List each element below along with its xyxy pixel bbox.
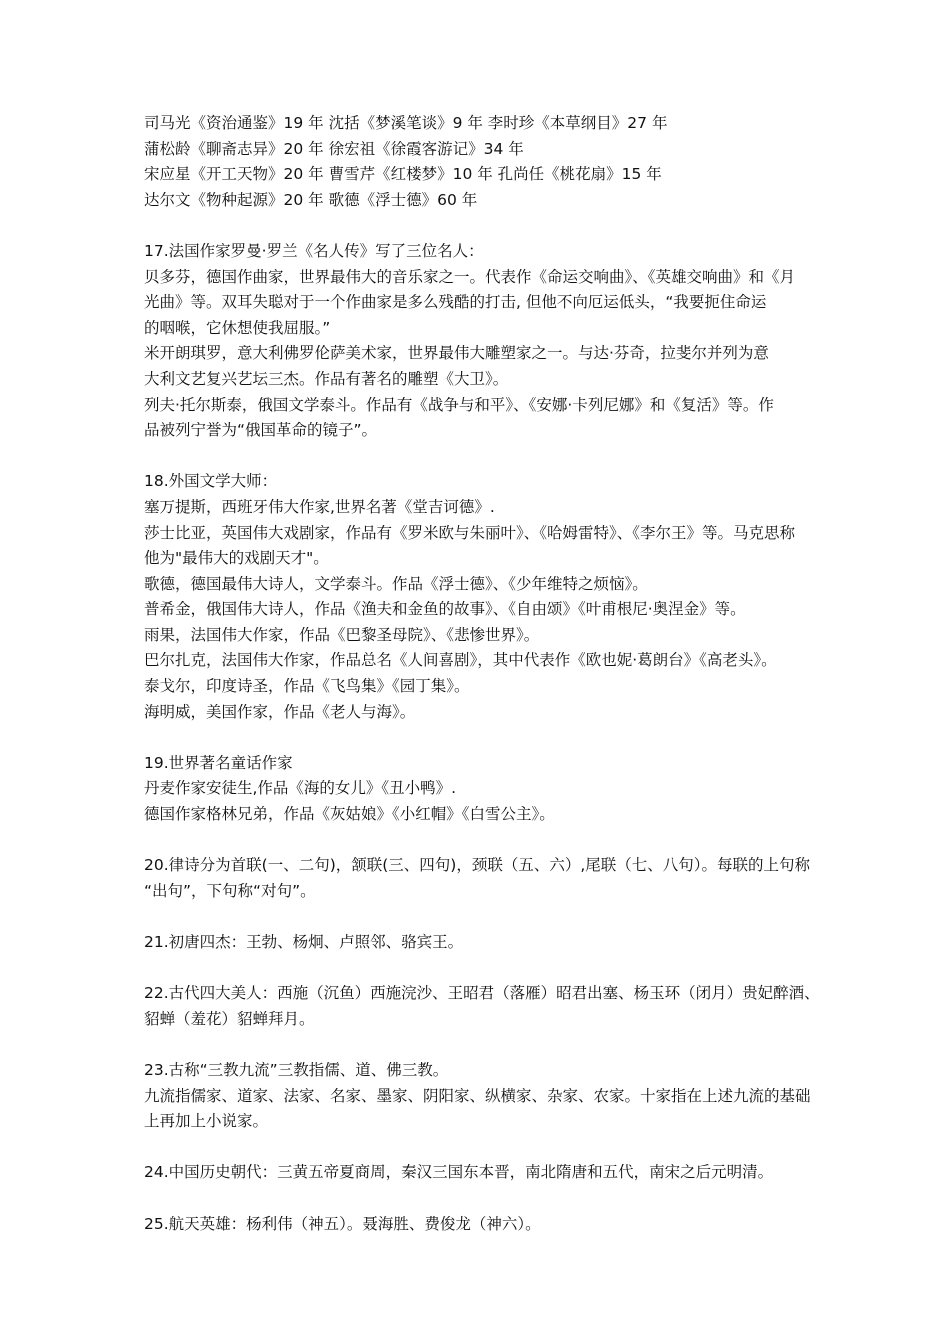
- text-line: 大利文艺复兴艺坛三杰。作品有著名的雕塑《大卫》。: [144, 369, 509, 388]
- text-line: 达尔文《物种起源》20 年 歌德《浮士德》60 年: [144, 190, 478, 209]
- text-line: 巴尔扎克，法国伟大作家，作品总名《人间喜剧》，其中代表作《欧也妮·葛朗台》《高老头》。: [144, 651, 777, 670]
- text-line: 他为"最伟大的戏剧天才"。: [144, 549, 329, 568]
- paragraph-gap: [144, 1032, 816, 1058]
- text-line: 25.航天英雄：杨利伟（神五）。聂海胜、费俊龙（神六）。: [144, 1214, 541, 1233]
- text-line: 丹麦作家安徒生,作品《海的女儿》《丑小鸭》.: [144, 779, 457, 798]
- text-line: 上再加上小说家。: [144, 1112, 269, 1131]
- paragraph-gap: [144, 1135, 816, 1161]
- text-line: 17.法国作家罗曼·罗兰《名人传》写了三位名人：: [144, 241, 484, 260]
- paragraph-gap: [144, 1186, 816, 1212]
- text-line: 贝多芬，德国作曲家，世界最伟大的音乐家之一。代表作《命运交响曲》、《英雄交响曲》和《月: [144, 267, 796, 286]
- text-line: 蒲松龄《聊斋志异》20 年 徐宏祖《徐霞客游记》34 年: [144, 139, 524, 158]
- text-line: 23.古称“三教九流”三教指儒、道、佛三教。: [144, 1060, 449, 1079]
- text-line: 德国作家格林兄弟，作品《灰姑娘》《小红帽》《白雪公主》。: [144, 805, 555, 824]
- text-line: 24.中国历史朝代：三黄五帝夏商周，秦汉三国东本晋，南北隋唐和五代，南宋之后元明清。: [144, 1163, 774, 1182]
- text-line: 22.古代四大美人：西施（沉鱼）西施浣沙、王昭君（落雁）昭君出塞、杨玉环（闭月）贵妃醉酒、: [144, 984, 820, 1003]
- paragraph-gap: [144, 725, 816, 751]
- text-line: 19.世界著名童话作家: [144, 753, 293, 772]
- text-line: 莎士比亚，英国伟大戏剧家，作品有《罗米欧与朱丽叶》、《哈姆雷特》、《李尔王》等。马克思称: [144, 523, 796, 542]
- text-line: 九流指儒家、道家、法家、名家、墨家、阴阳家、纵横家、杂家、农家。十家指在上述九流的基础: [144, 1086, 811, 1105]
- text-line: 光曲》等。双耳失聪对于一个作曲家是多么残酷的打击, 但他不向厄运低头，“我要扼住命运: [144, 293, 767, 312]
- text-line: 宋应星《开工天物》20 年 曹雪芹《红楼梦》10 年 孔尚任《桃花扇》15 年: [144, 165, 662, 184]
- text-line: 18.外国文学大师：: [144, 472, 278, 491]
- text-line: 貂蝉（羞花）貂蝉拜月。: [144, 1009, 315, 1028]
- text-line: 司马光《资治通鉴》19 年 沈括《梦溪笔谈》9 年 李时珍《本草纲目》27 年: [144, 114, 668, 132]
- text-line: 品被列宁誉为“俄国革命的镜子”。: [144, 421, 378, 440]
- text-line: 普希金，俄国伟大诗人，作品《渔夫和金鱼的故事》、《自由颂》《叶甫根尼·奥涅金》等。: [144, 600, 746, 619]
- paragraph-gap: [144, 213, 816, 239]
- text-line: 泰戈尔，印度诗圣，作品《飞鸟集》《园丁集》。: [144, 677, 470, 696]
- text-line: “出句”，下句称“对句”。: [144, 881, 316, 900]
- text-line: 20.律诗分为首联(一、二句)，颔联(三、四句)，颈联（五、六）,尾联（七、八句）。每联的上句称: [144, 856, 811, 875]
- text-line: 21.初唐四杰：王勃、杨炯、卢照邻、骆宾王。: [144, 933, 464, 951]
- paragraph-gap: [144, 444, 816, 470]
- document-body: [144, 111, 820, 1237]
- paragraph-gap: [144, 828, 816, 854]
- paragraph-gap: [144, 904, 816, 930]
- text-line: 的咽喉，它休想使我屈服。”: [144, 318, 331, 337]
- text-line: 米开朗琪罗，意大利佛罗伦萨美术家，世界最伟大雕塑家之一。与达·芬奇，拉斐尔并列为意: [144, 344, 769, 363]
- text-line: 海明威，美国作家，作品《老人与海》。: [144, 702, 416, 721]
- text-line: 列夫·托尔斯泰，俄国文学泰斗。作品有《战争与和平》、《安娜·卡列尼娜》和《复活》等。作: [144, 395, 774, 414]
- text-line: 歌德，德国最伟大诗人，文学泰斗。作品《浮士德》、《少年维特之烦恼》。: [144, 574, 648, 593]
- text-line: 雨果，法国伟大作家，作品《巴黎圣母院》、《悲惨世界》。: [144, 625, 540, 644]
- text-line: 塞万提斯，西班牙伟大作家,世界名著《堂吉诃德》.: [144, 497, 495, 516]
- paragraph-gap: [144, 956, 816, 982]
